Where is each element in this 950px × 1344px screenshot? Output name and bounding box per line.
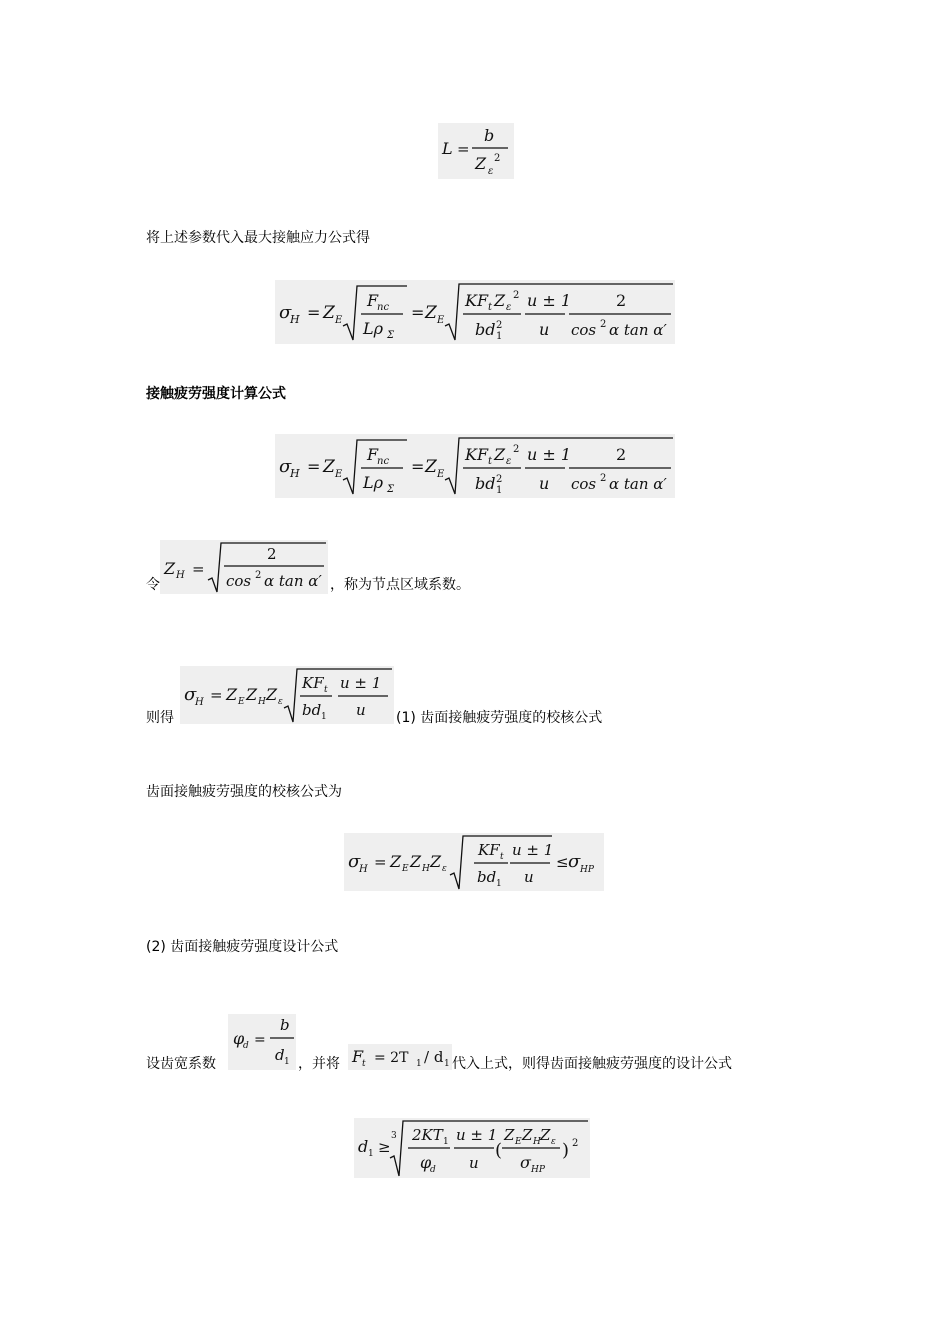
svg-text:ε: ε [442, 864, 447, 874]
svg-text:1: 1 [444, 1059, 450, 1069]
svg-text:u: u [539, 320, 550, 339]
paragraph-phi-suffix: 代入上式，则得齿面接触疲劳强度的设计公式 [452, 1056, 732, 1072]
svg-text:E: E [437, 315, 445, 326]
paragraph-ling-prefix: 令 [146, 577, 160, 593]
svg-text:= 2T: = 2T [374, 1050, 409, 1066]
svg-text:=: = [307, 457, 321, 476]
svg-text:1: 1 [368, 1149, 374, 1159]
svg-text:Z: Z [323, 303, 335, 323]
svg-text:Z: Z [226, 685, 238, 704]
formula-design [354, 1118, 590, 1178]
svg-text:=: = [210, 686, 223, 704]
svg-text:cos: cos [571, 475, 597, 493]
svg-text:=: = [411, 457, 425, 476]
svg-text:Z: Z [246, 685, 258, 704]
svg-text:u ± 1: u ± 1 [340, 674, 382, 692]
svg-text:H: H [533, 1137, 541, 1147]
svg-text:b: b [280, 1016, 290, 1034]
formula-sigma-h-2 [275, 434, 675, 498]
svg-text:E: E [335, 469, 343, 480]
svg-text:KF: KF [465, 445, 489, 464]
svg-text:1: 1 [284, 1057, 290, 1067]
svg-text:=: = [192, 560, 205, 578]
svg-text:φ: φ [233, 1029, 245, 1048]
svg-text:Σ: Σ [387, 484, 395, 495]
svg-text:H: H [290, 467, 300, 480]
svg-text:Z: Z [430, 852, 442, 871]
svg-text:d: d [358, 1137, 369, 1156]
svg-text:t: t [362, 1059, 366, 1069]
svg-text:ε: ε [506, 456, 512, 467]
svg-text:bd: bd [477, 868, 497, 886]
svg-text:σ: σ [184, 684, 197, 705]
svg-text:HP: HP [580, 865, 594, 875]
svg-text:t: t [324, 685, 328, 695]
svg-text:H: H [195, 697, 204, 708]
paragraph-phi-middle: ，并将 [298, 1056, 340, 1072]
svg-text:1: 1 [496, 331, 503, 342]
formula-ZH [160, 540, 328, 594]
svg-text:E: E [402, 864, 409, 874]
svg-text:Z: Z [494, 445, 506, 464]
svg-text:2: 2 [513, 290, 520, 301]
svg-text:3: 3 [391, 1131, 397, 1141]
svg-text:u ± 1: u ± 1 [456, 1126, 498, 1144]
svg-text:d: d [243, 1041, 249, 1051]
svg-text:1: 1 [321, 712, 327, 722]
svg-text:H: H [290, 313, 300, 326]
svg-text:bd: bd [302, 701, 322, 719]
svg-text:ε: ε [488, 166, 494, 177]
svg-text:H: H [422, 864, 430, 874]
svg-text:ε: ε [551, 1137, 556, 1147]
svg-text:u: u [469, 1154, 479, 1172]
svg-text:d: d [430, 1165, 436, 1175]
svg-text:2KT: 2KT [412, 1126, 443, 1144]
svg-text:1: 1 [443, 1137, 449, 1147]
svg-text:E: E [335, 315, 343, 326]
svg-text:Z: Z [540, 1126, 551, 1144]
svg-text:u ± 1: u ± 1 [527, 445, 572, 464]
svg-text:1: 1 [496, 879, 502, 889]
svg-text:≤: ≤ [556, 853, 569, 871]
svg-text:t: t [488, 302, 493, 313]
formula-L [438, 123, 514, 179]
svg-text:t: t [500, 852, 504, 862]
paragraph-design-heading: (2) 齿面接触疲劳强度设计公式 [146, 939, 339, 955]
formula-Ft [348, 1044, 452, 1070]
svg-text:u ± 1: u ± 1 [527, 291, 572, 310]
formula-L-lhs: L [442, 139, 453, 158]
paragraph-ling-suffix: ，称为节点区域系数。 [330, 577, 470, 593]
svg-text:H: H [359, 864, 368, 875]
svg-text:=: = [307, 303, 321, 322]
formula-sigma-h-1 [275, 280, 675, 344]
svg-text:d: d [275, 1046, 285, 1064]
svg-text:1: 1 [496, 485, 503, 496]
svg-text:Z: Z [266, 685, 278, 704]
svg-text:2: 2 [572, 1138, 579, 1149]
formula-phi-d [228, 1014, 296, 1070]
svg-text:σ: σ [348, 851, 361, 872]
svg-text:1: 1 [416, 1059, 422, 1069]
svg-text:/ d: / d [424, 1048, 444, 1066]
svg-text:u: u [524, 868, 534, 886]
svg-text:bd: bd [475, 320, 496, 339]
svg-text:Z: Z [323, 457, 335, 477]
svg-text:2: 2 [600, 473, 607, 484]
svg-text:σ: σ [279, 302, 292, 323]
svg-text:H: H [176, 570, 185, 581]
svg-text:Z: Z [494, 291, 506, 310]
svg-text:2: 2 [267, 545, 277, 563]
svg-text:ε: ε [278, 697, 283, 707]
svg-text:=: = [374, 853, 387, 871]
svg-text:Lρ: Lρ [363, 473, 384, 492]
svg-text:2: 2 [494, 153, 501, 164]
svg-text:F: F [352, 1047, 364, 1066]
svg-text:2: 2 [513, 444, 520, 455]
svg-text:KF: KF [302, 674, 324, 692]
svg-text:Z: Z [504, 1126, 515, 1144]
paragraph-phi-prefix: 设齿宽系数 [146, 1056, 216, 1072]
paragraph-1: 将上述参数代入最大接触应力公式得 [146, 230, 370, 246]
svg-text:2: 2 [600, 319, 607, 330]
svg-text:(: ( [495, 1140, 503, 1161]
svg-text:KF: KF [478, 841, 500, 859]
svg-text:bd: bd [475, 474, 496, 493]
svg-text:KF: KF [465, 291, 489, 310]
svg-text:Lρ: Lρ [363, 319, 384, 338]
svg-text:F: F [367, 291, 379, 310]
formula-check [344, 833, 604, 891]
svg-text:Σ: Σ [387, 330, 395, 341]
svg-text:E: E [515, 1137, 522, 1147]
svg-text:Z: Z [425, 457, 437, 477]
svg-text:σ: σ [520, 1153, 531, 1172]
svg-text:=: = [411, 303, 425, 322]
svg-text:ε: ε [506, 302, 512, 313]
svg-text:2: 2 [496, 320, 503, 331]
svg-text:cos: cos [226, 572, 252, 590]
svg-text:2: 2 [255, 570, 262, 581]
svg-text:u: u [539, 474, 550, 493]
paragraph-zede-prefix: 则得 [146, 710, 174, 726]
svg-text:HP: HP [531, 1165, 545, 1175]
svg-text:nc: nc [377, 456, 390, 467]
svg-text:σ: σ [279, 456, 292, 477]
svg-text:b: b [484, 126, 495, 145]
svg-text:Z: Z [390, 852, 402, 871]
svg-text:F: F [367, 445, 379, 464]
svg-text:E: E [437, 469, 445, 480]
svg-text:H: H [258, 697, 266, 707]
svg-text:Z: Z [164, 559, 176, 578]
svg-text:=: = [254, 1032, 266, 1048]
svg-text:u ± 1: u ± 1 [512, 841, 554, 859]
svg-text:2: 2 [616, 445, 627, 464]
svg-text:≥: ≥ [378, 1138, 391, 1156]
svg-text:Z: Z [410, 852, 422, 871]
svg-text:Z: Z [522, 1126, 533, 1144]
section-heading: 接触疲劳强度计算公式 [146, 386, 286, 402]
svg-text:Z: Z [475, 154, 487, 173]
svg-text:t: t [488, 456, 493, 467]
paragraph-check-intro: 齿面接触疲劳强度的校核公式为 [146, 784, 342, 800]
svg-text:E: E [238, 697, 245, 707]
svg-text:φ: φ [420, 1153, 432, 1172]
formula-sigma-h-short [180, 666, 394, 724]
svg-text:nc: nc [377, 302, 390, 313]
svg-text:2: 2 [616, 291, 627, 310]
svg-text:u: u [356, 701, 366, 719]
svg-text:α tan α′: α tan α′ [609, 321, 667, 339]
svg-text:cos: cos [571, 321, 597, 339]
svg-text:2: 2 [496, 474, 503, 485]
svg-text:σ: σ [568, 851, 581, 872]
svg-text:Z: Z [425, 303, 437, 323]
svg-text:α tan α′: α tan α′ [264, 572, 322, 590]
svg-text:α tan α′: α tan α′ [609, 475, 667, 493]
svg-text:=: = [457, 140, 470, 158]
svg-text:): ) [562, 1140, 570, 1161]
paragraph-zede-suffix: (1) 齿面接触疲劳强度的校核公式 [396, 710, 603, 726]
